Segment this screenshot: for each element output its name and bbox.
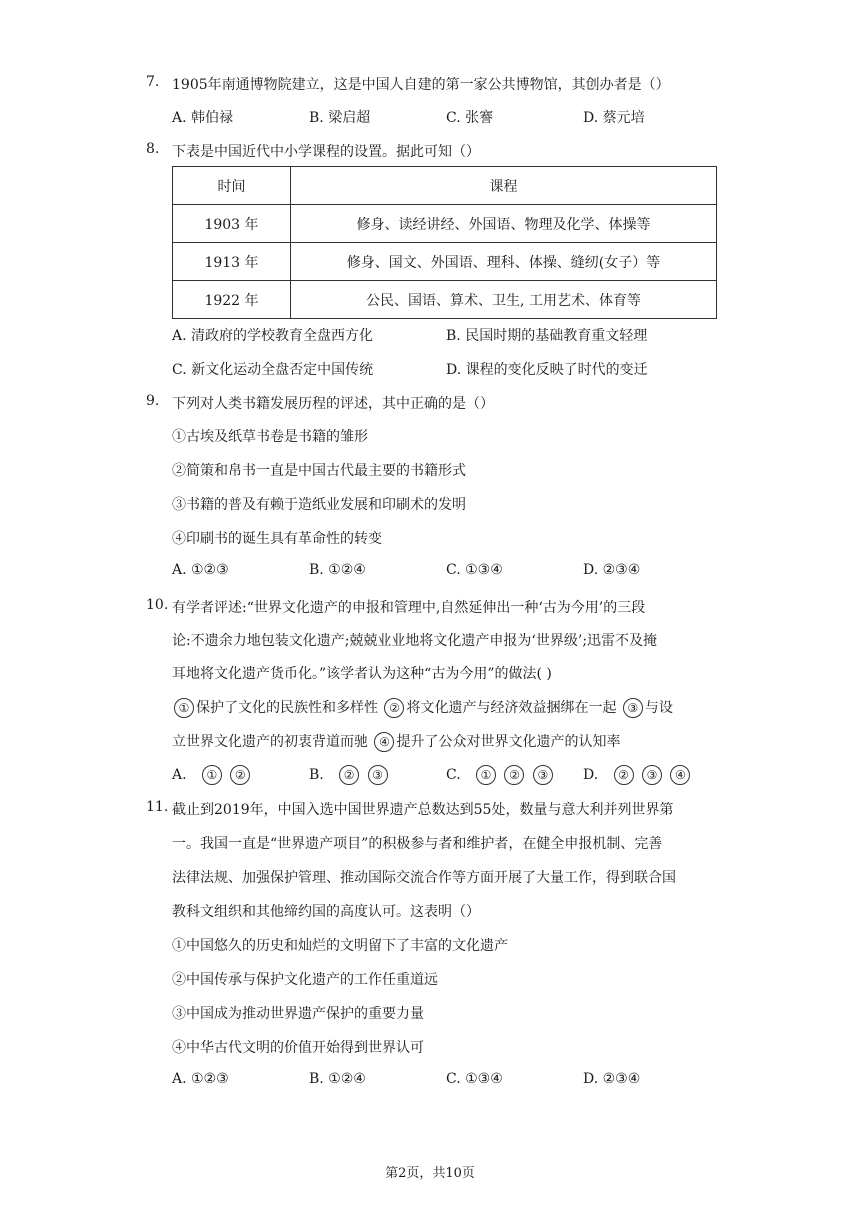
circled-number: ③ bbox=[623, 698, 643, 718]
statement-item: ②中国传承与保护文化遗产的工作任重道远 bbox=[172, 972, 438, 988]
option-c bbox=[446, 765, 555, 785]
option-a: A. 清政府的学校教育全盘西方化 bbox=[172, 328, 374, 344]
question-number: 10. bbox=[146, 597, 169, 613]
option-label: D. bbox=[583, 767, 599, 783]
question-10-options bbox=[172, 765, 717, 785]
table-cell: 公民、国语、算术、卫生, 工用艺术、体育等 bbox=[291, 281, 717, 319]
option-a: A. 韩伯禄 bbox=[172, 110, 234, 126]
circled-number: ① bbox=[174, 698, 194, 718]
question-text: 1905年南通博物院建立，这是中国人自建的第一家公共博物馆，其创办者是（） bbox=[172, 77, 670, 93]
option-d bbox=[583, 765, 692, 785]
circled-number: ④ bbox=[670, 765, 690, 785]
statement-text: 保护了文化的民族性和多样性 bbox=[196, 700, 383, 716]
circled-number: ② bbox=[614, 765, 634, 785]
statement-item: ①中国悠久的历史和灿烂的文明留下了丰富的文化遗产 bbox=[172, 938, 508, 954]
option-d: D. 课程的变化反映了时代的变迁 bbox=[446, 362, 648, 378]
option-b: B. ①②④ bbox=[309, 562, 366, 578]
question-text-line: 一。我国一直是“世界遗产项目”的积极参与者和维护者，在健全申报机制、完善 bbox=[172, 836, 663, 852]
table-cell: 1913 年 bbox=[173, 243, 291, 281]
option-b: B. 梁启超 bbox=[309, 110, 371, 126]
option-d: D. ②③④ bbox=[583, 1071, 641, 1087]
option-c: C. 新文化运动全盘否定中国传统 bbox=[172, 362, 374, 378]
question-text-line: 教科文组织和其他缔约国的高度认可。这表明（） bbox=[172, 904, 480, 920]
table-cell: 1922 年 bbox=[173, 281, 291, 319]
circled-number: ② bbox=[230, 765, 250, 785]
question-number: 9. bbox=[146, 393, 160, 409]
question-text-line: 有学者评述:“世界文化遗产的申报和管理中,自然延伸出一种‘古为今用’的三段 bbox=[172, 600, 646, 616]
circled-number: ① bbox=[476, 765, 496, 785]
option-a: A. ①②③ bbox=[172, 562, 229, 578]
circled-number: ③ bbox=[368, 765, 388, 785]
circled-statements-line bbox=[172, 697, 673, 718]
statement-text: 与设 bbox=[644, 700, 673, 716]
statement-item: ③中国成为推动世界遗产保护的重要力量 bbox=[172, 1006, 424, 1022]
circled-number: ② bbox=[504, 765, 524, 785]
question-text: 下表是中国近代中小学课程的设置。据此可知（） bbox=[172, 144, 480, 160]
question-text: 下列对人类书籍发展历程的评述，其中正确的是（） bbox=[172, 396, 494, 412]
option-label: C. bbox=[446, 767, 461, 783]
question-number: 7. bbox=[146, 74, 160, 90]
question-text-line: 法律法规、加强保护管理、推动国际交流合作等方面开展了大量工作，得到联合国 bbox=[172, 870, 676, 886]
option-c: C. 张謇 bbox=[446, 110, 494, 126]
question-text-line: 截止到2019年，中国入选中国世界遗产总数达到55处，数量与意大利并列世界第 bbox=[172, 802, 674, 818]
question-9-options bbox=[172, 562, 717, 582]
option-b: B. ①②④ bbox=[309, 1071, 366, 1087]
option-b bbox=[309, 765, 390, 785]
question-text-line: 耳地将文化遗产货币化。”该学者认为这种“古为今用”的做法( ) bbox=[172, 666, 552, 682]
circled-number: ② bbox=[339, 765, 359, 785]
table-row bbox=[173, 281, 717, 319]
option-a: A. ①②③ bbox=[172, 1071, 229, 1087]
option-c: C. ①③④ bbox=[446, 562, 503, 578]
curriculum-table bbox=[172, 166, 717, 319]
question-8-options-row2 bbox=[172, 359, 717, 379]
page-footer: 第2页，共10页 bbox=[385, 1166, 475, 1181]
table-header-row bbox=[173, 167, 717, 205]
table-cell: 修身、国文、外国语、理科、体操、缝纫(女子）等 bbox=[291, 243, 717, 281]
option-label: B. bbox=[309, 767, 324, 783]
option-b: B. 民国时期的基础教育重文轻理 bbox=[446, 328, 648, 344]
table-header: 时间 bbox=[173, 167, 291, 205]
table-row bbox=[173, 243, 717, 281]
circled-statements-line bbox=[172, 731, 620, 752]
circled-number: ④ bbox=[374, 732, 394, 752]
statement-item: ①古埃及纸草书卷是书籍的雏形 bbox=[172, 429, 368, 445]
question-number: 8. bbox=[146, 141, 160, 157]
option-c: C. ①③④ bbox=[446, 1071, 503, 1087]
statement-item: ③书籍的普及有赖于造纸业发展和印刷术的发明 bbox=[172, 497, 466, 513]
option-a bbox=[172, 765, 252, 785]
question-7-options bbox=[172, 107, 717, 127]
table-header: 课程 bbox=[291, 167, 717, 205]
question-text-line: 论:不遗余力地包装文化遗产;兢兢业业地将文化遗产申报为‘世界级’;迅雷不及掩 bbox=[172, 633, 658, 649]
circled-number: ③ bbox=[642, 765, 662, 785]
option-label: A. bbox=[172, 767, 187, 783]
table-row bbox=[173, 205, 717, 243]
question-number: 11. bbox=[146, 799, 169, 815]
statement-text: 立世界文化遗产的初衷背道而驰 bbox=[172, 734, 373, 750]
option-d: D. 蔡元培 bbox=[583, 110, 645, 126]
statement-text: 将文化遗产与经济效益捆绑在一起 bbox=[406, 700, 621, 716]
statement-item: ④印刷书的诞生具有革命性的转变 bbox=[172, 531, 382, 547]
statement-item: ④中华古代文明的价值开始得到世界认可 bbox=[172, 1040, 424, 1056]
table-cell: 修身、读经讲经、外国语、物理及化学、体操等 bbox=[291, 205, 717, 243]
option-d: D. ②③④ bbox=[583, 562, 641, 578]
statement-text: 提升了公众对世界文化遗产的认知率 bbox=[396, 734, 621, 750]
table-cell: 1903 年 bbox=[173, 205, 291, 243]
circled-number: ① bbox=[202, 765, 222, 785]
question-8-options-row1 bbox=[172, 325, 717, 345]
circled-number: ② bbox=[384, 698, 404, 718]
statement-item: ②简策和帛书一直是中国古代最主要的书籍形式 bbox=[172, 463, 466, 479]
circled-number: ③ bbox=[533, 765, 553, 785]
question-11-options bbox=[172, 1071, 717, 1091]
